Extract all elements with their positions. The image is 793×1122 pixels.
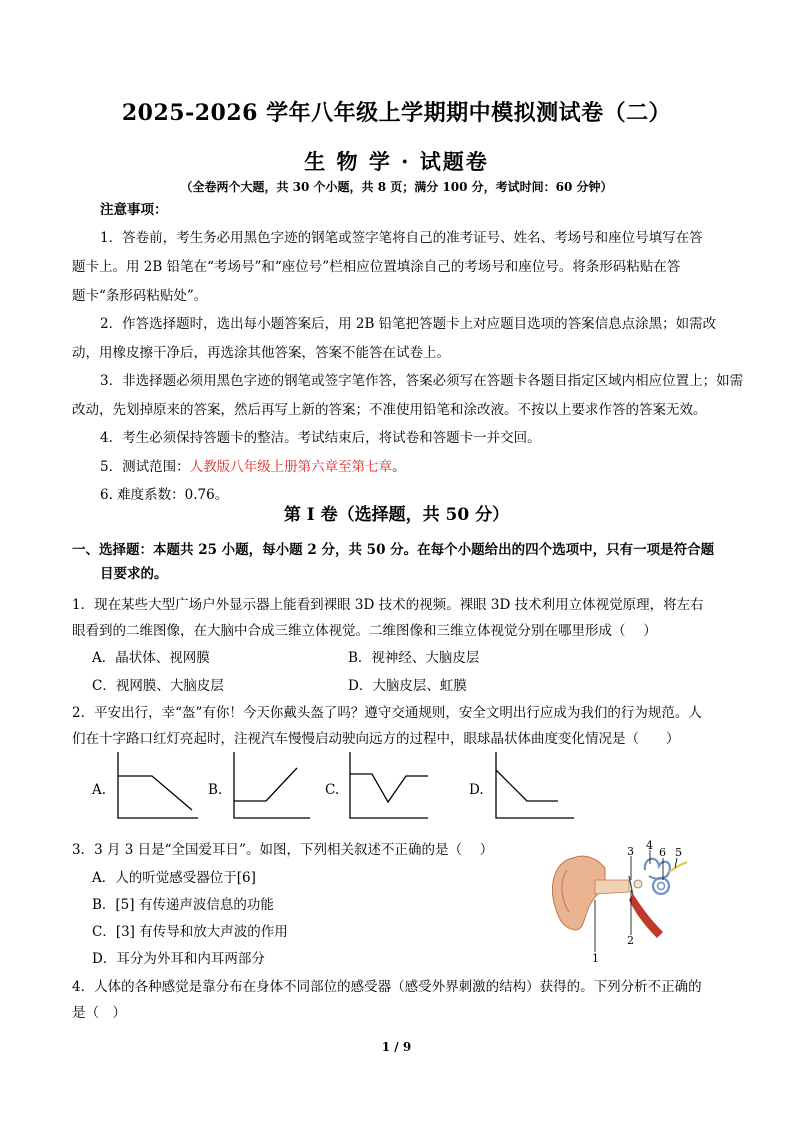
note-1-line-3: 题卡“条形码粘贴处”。 [72,288,208,304]
q3-stem: 3．3 月 3 日是“全国爱耳日”。如图，下列相关叙述不正确的是（ ） [72,842,494,858]
q1-stem-line-2: 眼看到的二维图像，在大脑中合成三维立体视觉。二维图像和三维立体视觉分别在哪里形成（ ） [72,623,657,639]
note-5-prefix: 5．测试范围： [100,459,190,475]
exam-title: 2025-2026 学年八年级上学期期中模拟测试卷（二） [121,100,672,126]
ear-label-1: 1 [592,952,599,965]
q3-option-c: C．[3] 有传导和放大声波的作用 [92,924,288,940]
q2-graph-a-axes [118,752,198,818]
ear-ossicles [634,880,642,888]
q1-option-c: C．视网膜、大脑皮层 [92,678,224,694]
q1-option-b: B．视神经、大脑皮层 [348,650,480,666]
note-5-suffix: 。 [392,459,406,475]
subject-title: 生 物 学 · 试题卷 [304,149,489,174]
q1-stem-line-1: 1．现在某些大型广场户外显示器上能看到裸眼 3D 技术的视频。裸眼 3D 技术利用立体视觉原理，将左右 [72,597,704,613]
q2-stem-line-2: 们在十字路口红灯亮起时，注视汽车慢慢启动驶向远方的过程中，眼球晶状体曲度变化情况是（ ） [72,731,680,747]
section-intro-line-1: 一、选择题：本题共 25 小题，每小题 2 分，共 50 分。在每个小题给出的四个选项中，只有一项是符合题 [72,542,715,558]
ear-eustachian-tube [629,894,663,938]
note-4: 4．考生必须保持答题卡的整洁。考试结束后，将试卷和答题卡一并交回。 [100,430,541,446]
ear-label-4: 4 [646,839,653,852]
exam-scope: （全卷两个大题，共 30 个小题，共 8 页；满分 100 分，考试时间：60 分钟） [180,180,613,194]
note-1-line-1: 1．答卷前，考生务必用黑色字迹的钢笔或签字笔将自己的准考证号、姓名、考场号和座位号填写在答 [100,230,703,246]
note-6: 6. 难度系数：0.76。 [100,487,229,503]
section-intro-line-2: 目要求的。 [100,566,168,582]
q2-graph-b-axes [234,752,310,818]
ear-label-6: 6 [659,846,666,859]
ear-anatomy-figure [545,840,695,965]
q2-stem-line-1: 2．平安出行，幸“盔”有你！今天你戴头盔了吗？遵守交通规则，安全文明出行应成为我们的行为规范。人 [72,705,702,721]
q2-graph-d-curve [496,770,558,801]
q1-option-a: A．晶状体、视网膜 [92,650,210,666]
q3-option-b: B．[5] 有传递声波信息的功能 [92,897,274,913]
notes-heading: 注意事项： [100,202,168,218]
q2-graph-a-curve [118,776,192,810]
q4-stem-line-1: 4．人体的各种感觉是靠分布在身体不同部位的感受器（感受外界刺激的结构）获得的。下列分析不正确的 [72,979,702,995]
note-2-line-2: 动，用橡皮擦干净后，再选涂其他答案，答案不能答在试卷上。 [72,345,450,361]
section-title: 第 I 卷（选择题，共 50 分） [283,505,510,525]
ear-semicircular-canals [645,859,670,879]
page-number: 1 / 9 [381,1040,412,1054]
q2-graph-a-label: A. [92,782,107,798]
note-5-range: 人教版八年级上册第六章至第七章 [189,459,393,475]
q4-stem-line-2: 是（ ） [72,1005,126,1021]
ear-auditory-nerve [669,862,687,872]
ear-label-2: 2 [627,934,634,947]
q2-graph-d-label: D. [469,782,484,798]
note-1-line-2: 题卡上。用 2B 铅笔在“考场号”和“座位号”栏相应位置填涂自己的考场号和座位号。将条形码粘贴在答 [72,259,681,275]
q3-option-a: A．人的听觉感受器位于[6] [92,870,256,886]
note-2-line-1: 2．作答选择题时，选出每小题答案后，用 2B 铅笔把答题卡上对应题目选项的答案信息点涂黑；如需改 [100,316,717,332]
ear-label-3: 3 [627,845,634,858]
q2-graph-b-curve [234,768,297,801]
q2-graph-c-axes [350,752,428,818]
note-5 [100,457,406,477]
q1-option-d: D．大脑皮层、虹膜 [348,678,467,694]
note-3-line-1: 3．非选择题必须用黑色字迹的钢笔或签字笔作答，答案必须写在答题卡各题目指定区域内相应位置上；如需 [100,373,744,389]
ear-cochlea [653,878,669,894]
ear-label-5: 5 [675,846,682,859]
q2-graph-c-label: C. [325,782,340,798]
q2-graph-c-curve [350,774,428,802]
q3-option-d: D．耳分为外耳和内耳两部分 [92,951,265,967]
q2-graph-d-axes [496,752,574,818]
q2-graph-b-label: B. [208,782,223,798]
ear-canal [595,880,629,894]
q2-graphs [0,740,793,830]
ear-cochlea-inner [658,883,665,890]
note-3-line-2: 改动，先划掉原来的答案，然后再写上新的答案；不准使用铅笔和涂改液。不按以上要求作答的答案无效。 [72,402,707,418]
